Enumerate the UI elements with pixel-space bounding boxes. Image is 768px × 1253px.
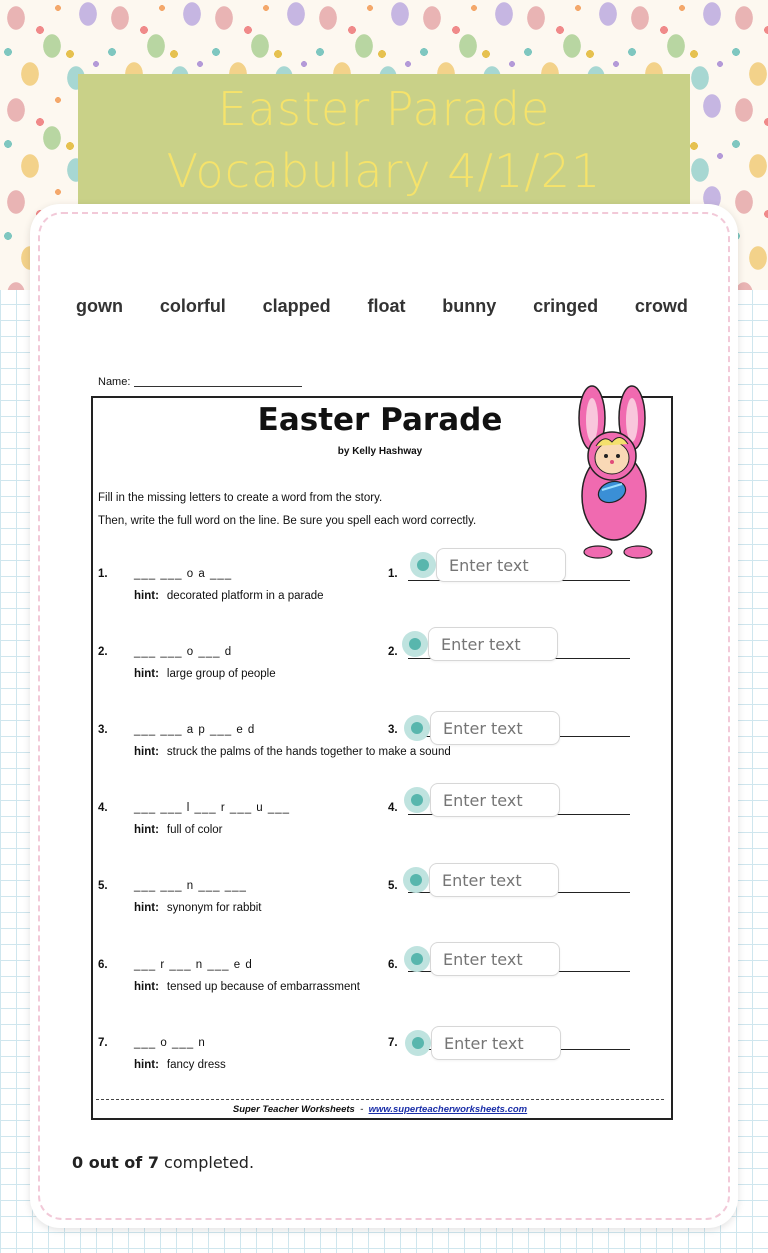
- letter-pattern: ___ ___ n ___ ___: [134, 880, 247, 892]
- hint-label: hint:: [134, 981, 159, 993]
- answer-input-3[interactable]: [430, 711, 560, 745]
- hint-text: large group of people: [166, 668, 276, 680]
- answer-number: 1.: [388, 568, 398, 580]
- bunny-illustration: [570, 384, 666, 560]
- record-audio-button[interactable]: [404, 946, 430, 972]
- answer-number: 7.: [388, 1037, 398, 1049]
- word-bank-item: float: [367, 296, 406, 316]
- progress-count: 0 out of 7: [72, 1153, 159, 1172]
- letter-pattern: ___ ___ o a ___: [134, 568, 233, 580]
- name-label: Name:: [98, 376, 131, 388]
- question-number: 6.: [98, 959, 108, 971]
- instruction-line-1: Fill in the missing letters to create a word from the story.: [98, 492, 383, 504]
- answer-number: 4.: [388, 802, 398, 814]
- letter-pattern: ___ o ___ n: [134, 1037, 206, 1049]
- answer-input-4[interactable]: [430, 783, 560, 817]
- footer-divider: [96, 1099, 664, 1100]
- question-number: 1.: [98, 568, 108, 580]
- answer-number: 6.: [388, 959, 398, 971]
- answer-input-5[interactable]: [429, 863, 559, 897]
- letter-pattern: ___ r ___ n ___ e d: [134, 959, 253, 971]
- hint-label: hint:: [134, 590, 159, 602]
- instruction-line-2: Then, write the full word on the line. Be sure you spell each word correctly.: [98, 515, 477, 527]
- page-title-line-2: Vocabulary 4/1/21: [166, 144, 602, 198]
- letter-pattern: ___ ___ a p ___ e d: [134, 724, 256, 736]
- word-bank-item: colorful: [159, 296, 226, 316]
- answer-input-1[interactable]: [436, 548, 566, 582]
- hint: [134, 981, 360, 993]
- hint-text: full of color: [166, 824, 223, 836]
- record-audio-button[interactable]: [403, 867, 429, 893]
- record-audio-button[interactable]: [404, 787, 430, 813]
- worksheet-author: by Kelly Hashway: [337, 446, 423, 457]
- hint-text: synonym for rabbit: [166, 902, 262, 914]
- hint-text: decorated platform in a parade: [166, 590, 324, 602]
- record-audio-button[interactable]: [404, 715, 430, 741]
- answer-input-2[interactable]: [428, 627, 558, 661]
- question-number: 3.: [98, 724, 108, 736]
- hint-text: tensed up because of embarrassment: [166, 981, 360, 993]
- question-number: 4.: [98, 802, 108, 814]
- progress-suffix: completed.: [158, 1153, 255, 1172]
- question-number: 2.: [98, 646, 108, 658]
- hint: [134, 746, 451, 758]
- hint: [134, 590, 324, 602]
- hint-label: hint:: [134, 1059, 159, 1071]
- progress-status: [72, 1153, 254, 1172]
- answer-number: 2.: [388, 646, 398, 658]
- answer-number: 3.: [388, 724, 398, 736]
- word-bank-item: bunny: [442, 296, 497, 316]
- hint-label: hint:: [134, 668, 159, 680]
- answer-number: 5.: [388, 880, 398, 892]
- footer-brand: Super Teacher Worksheets: [232, 1104, 355, 1115]
- footer-url: www.superteacherworksheets.com: [368, 1104, 528, 1115]
- name-field: [98, 376, 302, 388]
- answer-input-7[interactable]: [431, 1026, 561, 1060]
- word-bank-item: cringed: [533, 296, 599, 316]
- question-number: 7.: [98, 1037, 108, 1049]
- hint-label: hint:: [134, 824, 159, 836]
- hint-label: hint:: [134, 746, 159, 758]
- word-bank: [0, 296, 768, 317]
- record-audio-button[interactable]: [402, 631, 428, 657]
- hint-text: struck the palms of the hands together to make a sound: [166, 746, 451, 758]
- hint: [134, 668, 276, 680]
- hint: [134, 902, 262, 914]
- word-bank-item: gown: [76, 296, 123, 316]
- record-audio-button[interactable]: [410, 552, 436, 578]
- record-audio-button[interactable]: [405, 1030, 431, 1056]
- name-line: [134, 386, 302, 387]
- word-bank-item: clapped: [262, 296, 331, 316]
- word-bank-item: crowd: [634, 296, 688, 316]
- letter-pattern: ___ ___ o ___ d: [134, 646, 233, 658]
- letter-pattern: ___ ___ l ___ r ___ u ___: [134, 802, 291, 814]
- hint: [134, 1059, 226, 1071]
- page-title-line-1: Easter Parade: [217, 82, 551, 136]
- footer-separator: -: [360, 1104, 364, 1115]
- hint-label: hint:: [134, 902, 159, 914]
- question-number: 5.: [98, 880, 108, 892]
- hint: [134, 824, 223, 836]
- worksheet-footer: [70, 1104, 690, 1115]
- hint-text: fancy dress: [166, 1059, 226, 1071]
- page-title: [78, 74, 690, 206]
- worksheet-title: Easter Parade: [257, 402, 503, 438]
- answer-input-6[interactable]: [430, 942, 560, 976]
